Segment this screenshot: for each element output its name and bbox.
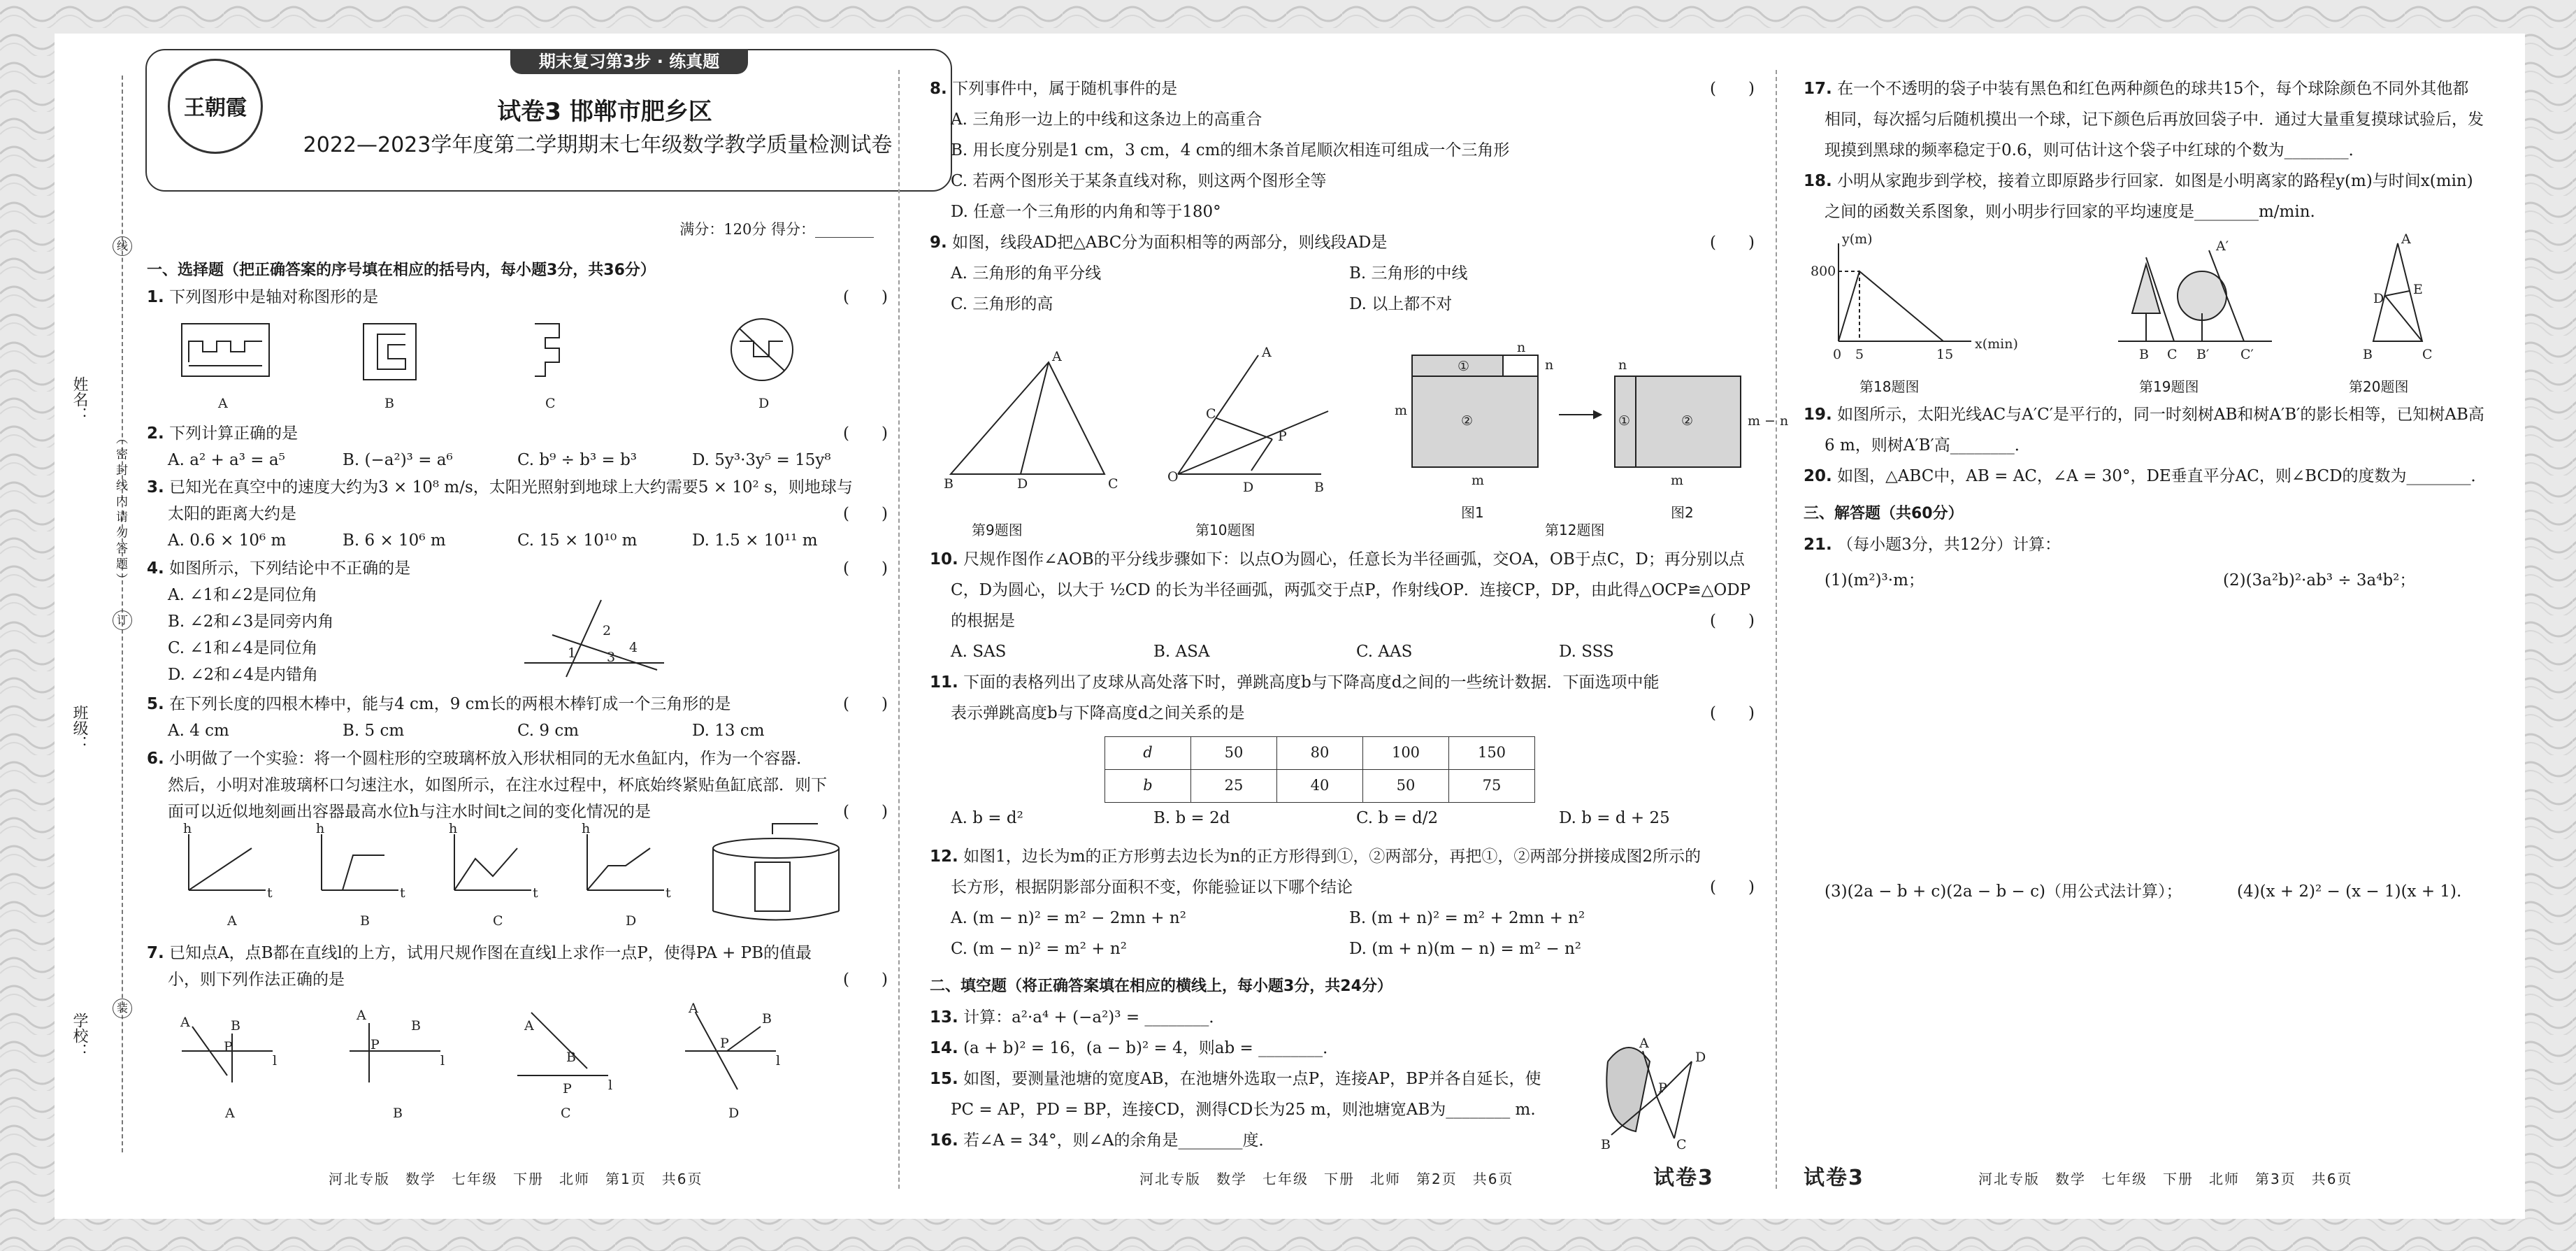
binding-class-label: 班级： xyxy=(71,705,88,751)
svg-text:4: 4 xyxy=(629,640,638,655)
graph18-ylabel: y(m) xyxy=(1842,231,1873,247)
q10-option-c[interactable]: C. AAS xyxy=(1356,643,1413,661)
svg-text:m − n: m − n xyxy=(1748,413,1789,429)
svg-text:l: l xyxy=(608,1078,613,1093)
page-1 xyxy=(147,34,902,1219)
question-13 xyxy=(930,1006,1769,1030)
q18-text: 小明从家跑步到学校，接着立即原路步行回家．如图是小明离家的路程y(m)与时间x(min) xyxy=(1837,172,2473,190)
q10-text2: C，D为圆心，以大于 ½CD 的长为半径画弧，两弧交于点P，作射线OP．连接CP，DP，由此得△OCP≌△ODP xyxy=(951,581,1751,599)
binding-name-label: 姓名： xyxy=(71,376,88,422)
svg-text:B: B xyxy=(231,1018,240,1034)
q7-number: 7. xyxy=(147,944,164,962)
q5-option-b[interactable]: B. 5 cm xyxy=(343,722,405,740)
q4-answer-paren[interactable]: ( ) xyxy=(843,559,888,578)
graph18-xtick-0: 0 xyxy=(1833,347,1842,362)
svg-text:A: A xyxy=(689,1001,698,1016)
q7-text2: 小，则下列作法正确的是 xyxy=(168,971,345,989)
section-1-title: 一、选择题（把正确答案的序号填在相应的括号内，每小题3分，共36分） xyxy=(147,262,656,279)
q8-answer-paren[interactable]: ( ) xyxy=(1710,80,1755,98)
question-21 xyxy=(1804,533,2510,557)
q4-number: 4. xyxy=(147,559,164,578)
svg-text:m: m xyxy=(1472,473,1485,488)
q6-text2: 然后，小明对准玻璃杯口匀速注水，如图所示，在注水过程中，杯底始终紧贴鱼缸底部．则下 xyxy=(168,776,827,794)
question-6 xyxy=(147,747,902,771)
q7-figures xyxy=(175,999,874,1124)
binding-seal-order: 订 xyxy=(113,610,132,630)
q5-option-c[interactable]: C. 9 cm xyxy=(517,722,580,740)
question-15 xyxy=(930,1067,1629,1092)
q9-option-a[interactable]: A. 三角形的角平分线 xyxy=(951,264,1102,283)
svg-text:A: A xyxy=(1639,1036,1649,1051)
question-4 xyxy=(147,557,902,581)
svg-text:C′: C′ xyxy=(2240,347,2254,362)
svg-text:C: C xyxy=(1676,1137,1687,1152)
fig19-caption: 第19题图 xyxy=(2139,378,2199,395)
fig12-caption: 第12题图 xyxy=(1545,522,1605,538)
svg-text:B: B xyxy=(2139,347,2149,362)
q15-number: 15. xyxy=(930,1070,958,1088)
svg-text:m: m xyxy=(1395,403,1408,418)
q6-text3: 面可以近似地刻画出容器最高水位h与注水时间t之间的变化情况的是 xyxy=(168,803,652,821)
svg-text:t: t xyxy=(400,885,405,901)
table-cell: 25 xyxy=(1191,770,1277,803)
q11-option-a[interactable]: A. b = d² xyxy=(951,809,1023,827)
svg-text:C: C xyxy=(2167,347,2178,362)
svg-text:B: B xyxy=(944,476,954,492)
svg-text:t: t xyxy=(267,885,273,901)
divider-2 xyxy=(1776,70,1777,1189)
svg-text:P: P xyxy=(720,1036,729,1051)
q9-option-c[interactable]: C. 三角形的高 xyxy=(951,295,1053,313)
question-20 xyxy=(1804,464,2510,489)
svg-text:B: B xyxy=(2363,347,2373,362)
q2-number: 2. xyxy=(147,424,164,443)
question-1 xyxy=(147,285,902,310)
svg-text:B: B xyxy=(1601,1137,1611,1152)
fig12 xyxy=(1395,340,1788,488)
svg-text:n: n xyxy=(1517,340,1526,355)
q10-option-d[interactable]: D. SSS xyxy=(1559,643,1614,661)
q3-text: 已知光在真空中的速度大约为3 × 10⁸ m/s，太阳光照射到地球上大约需要5 × 10² s，则地球与 xyxy=(169,478,853,496)
table-cell: 40 xyxy=(1277,770,1363,803)
q2-text: 下列计算正确的是 xyxy=(169,424,298,443)
footer-page-3: 河北专版 数学 七年级 下册 北师 第3页 共6页 xyxy=(1978,1171,2353,1187)
q13-text[interactable]: 计算：a²·a⁴ + (−a²)³ = ________． xyxy=(963,1008,1225,1027)
q7-option-b[interactable]: B xyxy=(393,1106,403,1121)
fig-20 xyxy=(2363,231,2433,362)
q8-option-a[interactable]: A. 三角形一边上的中线和这条边上的高重合 xyxy=(951,110,1262,129)
q11-text2: 表示弹跳高度b与下降高度d之间关系的是 xyxy=(951,704,1245,722)
svg-text:A: A xyxy=(524,1018,534,1034)
q6-option-c[interactable]: C xyxy=(493,913,503,929)
q7-text: 已知点A，点B都在直线l的上方，试用尺规作图在直线l上求作一点P，使得PA + PB的值最 xyxy=(169,944,812,962)
q2-option-a[interactable]: A. a² + a³ = a⁵ xyxy=(168,451,285,469)
q11-option-b[interactable]: B. b = 2d xyxy=(1153,809,1230,827)
svg-text:n: n xyxy=(1618,357,1627,373)
q16-text[interactable]: 若∠A = 34°，则∠A的余角是________度． xyxy=(963,1131,1275,1150)
q20-text[interactable]: 如图，△ABC中，AB = AC，∠A = 30°，DE垂直平分AC，则∠BCD的度数为________． xyxy=(1837,467,2487,485)
q7-line2 xyxy=(147,968,902,992)
q21-number: 21. xyxy=(1804,536,1832,554)
q9-option-d[interactable]: D. 以上都不对 xyxy=(1349,295,1453,313)
q17-text: 在一个不透明的袋子中装有黑色和红色两种颜色的球共15个，每个球除颜色不同外其他都 xyxy=(1837,80,2469,98)
svg-text:②: ② xyxy=(1681,413,1694,429)
q10-option-b[interactable]: B. ASA xyxy=(1153,643,1210,661)
q9-number: 9. xyxy=(930,234,947,252)
page-2 xyxy=(930,34,1789,1219)
q6-option-d[interactable]: D xyxy=(626,913,637,929)
q10-text3: 的根据是 xyxy=(951,612,1015,630)
svg-text:B: B xyxy=(762,1011,772,1027)
q9-answer-paren[interactable]: ( ) xyxy=(1710,234,1755,252)
q5-option-a[interactable]: A. 4 cm xyxy=(168,722,229,740)
q3-option-c[interactable]: C. 15 × 10¹⁰ m xyxy=(517,531,638,550)
svg-text:h: h xyxy=(449,821,458,836)
score-line: 满分：120分 得分：________ xyxy=(679,221,874,238)
q21-part-3[interactable]: (3)(2a − b + c)(2a − b − c)（用公式法计算）； xyxy=(1825,882,2182,901)
svg-text:1: 1 xyxy=(568,645,577,661)
question-7 xyxy=(147,941,902,966)
q13-number: 13. xyxy=(930,1008,958,1027)
table-cell: 100 xyxy=(1363,737,1449,770)
svg-text:h: h xyxy=(183,821,192,836)
question-11 xyxy=(930,671,1769,695)
svg-text:A: A xyxy=(1052,349,1062,364)
q15-text: 如图，要测量池塘的宽度AB，在池塘外选取一点P，连接AP，BP并各自延长，使 xyxy=(963,1070,1541,1088)
q6-text: 小明做了一个实验：将一个圆柱形的空玻璃杯放入形状相同的无水鱼缸内，作为一个容器． xyxy=(169,750,813,768)
svg-text:h: h xyxy=(316,821,325,836)
q6-number: 6. xyxy=(147,750,164,768)
svg-text:B: B xyxy=(566,1050,576,1065)
q5-text: 在下列长度的四根木棒中，能与4 cm，9 cm长的两根木棒钉成一个三角形的是 xyxy=(169,695,731,713)
svg-text:C: C xyxy=(2422,347,2433,362)
svg-text:2: 2 xyxy=(603,623,612,638)
question-9 xyxy=(930,231,1769,255)
q2-option-b[interactable]: B. (−a²)³ = a⁶ xyxy=(343,451,453,469)
q5-answer-paren[interactable]: ( ) xyxy=(843,695,888,713)
question-18 xyxy=(1804,169,2510,194)
question-5 xyxy=(147,692,902,717)
svg-text:h: h xyxy=(582,821,591,836)
svg-text:C: C xyxy=(1206,406,1216,422)
graph18-xlabel: x(min) xyxy=(1975,336,2018,352)
svg-text:3: 3 xyxy=(607,650,616,665)
q19-number: 19. xyxy=(1804,406,1832,424)
q12-number: 12. xyxy=(930,848,958,866)
table-cell: 75 xyxy=(1449,770,1535,803)
q4-option-a[interactable]: A. ∠1和∠2是同位角 xyxy=(168,586,318,604)
fig18-caption: 第18题图 xyxy=(1859,378,1920,395)
fig9 xyxy=(944,349,1118,492)
svg-text:D: D xyxy=(1243,480,1254,495)
q18-number: 18. xyxy=(1804,172,1832,190)
question-8 xyxy=(930,77,1769,101)
q4-option-d[interactable]: D. ∠2和∠4是内错角 xyxy=(168,666,319,684)
svg-text:B: B xyxy=(1314,480,1324,495)
q3-text2: 太阳的距离大约是 xyxy=(168,505,296,523)
q12-text2: 长方形，根据阴影部分面积不变，你能验证以下哪个结论 xyxy=(951,878,1353,896)
table-cell: b xyxy=(1105,770,1191,803)
q15-text2[interactable]: PC = AP，PD = BP，连接CD，测得CD长为25 m，则池塘宽AB为________ m. xyxy=(951,1101,1536,1119)
svg-text:P: P xyxy=(1278,429,1287,444)
q3-line2 xyxy=(147,502,902,527)
q3-option-a[interactable]: A. 0.6 × 10⁶ m xyxy=(168,531,287,550)
svg-text:D: D xyxy=(2373,291,2384,306)
q1-text: 下列图形中是轴对称图形的是 xyxy=(169,288,379,306)
section-3-title: 三、解答题（共60分） xyxy=(1804,505,1964,522)
svg-text:t: t xyxy=(533,885,538,901)
q18-text2[interactable]: 之间的函数关系图象，则小明步行回家的平均速度是________m/min. xyxy=(1825,203,2315,221)
svg-text:t: t xyxy=(665,885,671,901)
footer-page-1: 河北专版 数学 七年级 下册 北师 第1页 共6页 xyxy=(329,1171,703,1187)
q14-text[interactable]: (a + b)² = 16，(a − b)² = 4，则ab = ________． xyxy=(963,1039,1339,1057)
q3-option-d[interactable]: D. 1.5 × 10¹¹ m xyxy=(692,531,818,550)
svg-text:P: P xyxy=(563,1081,572,1096)
q4-option-b[interactable]: B. ∠2和∠3是同旁内角 xyxy=(168,613,334,631)
svg-text:m: m xyxy=(1671,473,1684,488)
svg-text:①: ① xyxy=(1618,413,1631,429)
question-17 xyxy=(1804,77,2510,101)
fig20-caption: 第20题图 xyxy=(2349,378,2409,395)
graph18-xtick-2: 15 xyxy=(1936,347,1954,362)
svg-text:D: D xyxy=(1695,1050,1706,1065)
q4-figure xyxy=(524,593,678,684)
footer-badge-3: 试卷3 xyxy=(1804,1166,1864,1190)
q6-graphs xyxy=(175,821,874,939)
q21-part-1[interactable]: (1)(m²)³·m； xyxy=(1825,571,1924,589)
q10-line3 xyxy=(930,609,1769,634)
table-cell: 80 xyxy=(1277,737,1363,770)
q6-line3 xyxy=(147,800,902,824)
q5-option-d[interactable]: D. 13 cm xyxy=(692,722,765,740)
q12-option-c[interactable]: C. (m − n)² = m² + n² xyxy=(951,940,1127,958)
q1-option-b[interactable]: B xyxy=(384,396,394,411)
q3-option-b[interactable]: B. 6 × 10⁶ m xyxy=(343,531,446,550)
question-10 xyxy=(930,548,1769,572)
svg-text:B′: B′ xyxy=(2196,347,2210,362)
q12-option-b[interactable]: B. (m + n)² = m² + 2mn + n² xyxy=(1349,909,1585,927)
q21-part-4[interactable]: (4)(x + 2)² − (x − 1)(x + 1). xyxy=(2237,882,2462,901)
q3-number: 3. xyxy=(147,478,164,496)
table-cell: 50 xyxy=(1363,770,1449,803)
q6-answer-paren[interactable]: ( ) xyxy=(843,803,888,821)
page-3 xyxy=(1804,34,2510,1219)
svg-text:C: C xyxy=(1108,476,1118,492)
q7-option-c[interactable]: C xyxy=(561,1106,571,1121)
figures-18-19-20 xyxy=(1811,231,2510,376)
q8-number: 8. xyxy=(930,80,947,98)
question-19 xyxy=(1804,403,2510,427)
q9-text: 如图，线段AD把△ABC分为面积相等的两部分，则线段AD是 xyxy=(952,234,1388,252)
q12-option-a[interactable]: A. (m − n)² = m² − 2mn + n² xyxy=(951,909,1186,927)
q11-option-c[interactable]: C. b = d/2 xyxy=(1356,809,1439,827)
q2-option-d[interactable]: D. 5y³·3y⁵ = 15y⁸ xyxy=(692,451,831,469)
section-2-title: 二、填空题（将正确答案填在相应的横线上，每小题3分，共24分） xyxy=(930,978,1393,995)
q6-option-a[interactable]: A xyxy=(227,913,237,929)
q3-answer-paren[interactable]: ( ) xyxy=(843,505,888,523)
exam-title: 试卷3 邯郸市肥乡区 xyxy=(497,98,712,126)
q10-number: 10. xyxy=(930,550,958,569)
svg-text:A: A xyxy=(2401,231,2411,247)
q15-figure xyxy=(1587,1034,1727,1152)
q12-line2 xyxy=(930,875,1769,900)
figures-9-10-12 xyxy=(944,340,1789,537)
table-cell: 150 xyxy=(1449,737,1535,770)
q17-text3[interactable]: 现摸到黑球的频率稳定于0.6，则可估计这个袋子中红球的个数为________． xyxy=(1825,141,2365,159)
q2-answer-paren[interactable]: ( ) xyxy=(843,424,888,443)
binding-school-label: 学校： xyxy=(71,1013,88,1059)
binding-seal-line: 线 xyxy=(113,236,132,256)
question-12 xyxy=(930,845,1769,869)
svg-text:E: E xyxy=(2413,282,2423,297)
logo-text: 王朝霞 xyxy=(184,96,247,120)
q4-text: 如图所示，下列结论中不正确的是 xyxy=(169,559,411,578)
fig-19 xyxy=(2118,238,2272,362)
q7-option-d[interactable]: D xyxy=(728,1106,740,1121)
q20-number: 20. xyxy=(1804,467,1832,485)
svg-text:①: ① xyxy=(1458,359,1470,374)
footer-badge-2: 试卷3 xyxy=(1653,1166,1714,1190)
header-tag: 期末复习第3步 · 练真题 xyxy=(510,49,748,74)
q8-option-c[interactable]: C. 若两个图形关于某条直线对称，则这两个图形全等 xyxy=(951,172,1327,190)
q10-text: 尺规作图作∠AOB的平分线步骤如下：以点O为圆心，任意长为半径画弧，交OA，OB于点C，D；再分别以点 xyxy=(963,550,1745,569)
q8-option-b[interactable]: B. 用长度分别是1 cm，3 cm，4 cm的细木条首尾顺次相连可组成一个三角形 xyxy=(951,141,1510,159)
q19-text: 如图所示，太阳光线AC与A′C′是平行的，同一时刻树AB和树A′B′的影长相等，已知树AB高 xyxy=(1837,406,2484,424)
q11-data-table xyxy=(1104,736,1535,803)
q6-option-b[interactable]: B xyxy=(360,913,370,929)
q1-number: 1. xyxy=(147,288,164,306)
fig10-caption: 第10题图 xyxy=(1195,522,1255,538)
q10-option-a[interactable]: A. SAS xyxy=(951,643,1007,661)
svg-text:l: l xyxy=(440,1053,445,1068)
table-cell: d xyxy=(1105,737,1191,770)
q19-text2[interactable]: 6 m，则树A′B′高________． xyxy=(1825,436,2031,455)
divider-1 xyxy=(898,70,900,1189)
q8-text: 下列事件中，属于随机事件的是 xyxy=(952,80,1178,98)
svg-text:A: A xyxy=(180,1015,190,1030)
exam-subtitle: 2022—2023学年度第二学期期末七年级数学教学质量检测试卷 xyxy=(303,133,893,157)
svg-text:P: P xyxy=(370,1037,380,1052)
binding-note: （ 密 封 线 内 请 勿 答 题 ） xyxy=(113,432,127,585)
q12-answer-paren[interactable]: ( ) xyxy=(1710,878,1755,896)
q1-option-c[interactable]: C xyxy=(545,396,556,411)
graph18-xtick-1: 5 xyxy=(1855,347,1864,362)
svg-text:A: A xyxy=(1262,345,1272,360)
q12-option-d[interactable]: D. (m + n)(m − n) = m² − n² xyxy=(1349,940,1582,958)
fig10 xyxy=(1167,345,1328,495)
table-row xyxy=(1105,770,1535,803)
svg-text:n: n xyxy=(1545,357,1554,373)
fig12-caption-2: 图2 xyxy=(1671,504,1694,521)
q2-option-c[interactable]: C. b⁹ ÷ b³ = b³ xyxy=(517,451,638,469)
q4-option-c[interactable]: C. ∠1和∠4是同位角 xyxy=(168,639,318,657)
graph-18 xyxy=(1811,231,2018,362)
q9-option-b[interactable]: B. 三角形的中线 xyxy=(1349,264,1468,283)
svg-text:O: O xyxy=(1167,469,1179,485)
svg-text:②: ② xyxy=(1461,413,1474,429)
q7-option-a[interactable]: A xyxy=(225,1106,235,1121)
binding-seal-bind: 装 xyxy=(113,999,132,1018)
q11-number: 11. xyxy=(930,673,958,692)
q11-line2 xyxy=(930,701,1769,726)
svg-text:l: l xyxy=(273,1053,278,1068)
fig9-caption: 第9题图 xyxy=(972,522,1023,538)
q12-text: 如图1，边长为m的正方形剪去边长为n的正方形得到①，②两部分，再把①，②两部分拼接成图2所示的 xyxy=(963,848,1701,866)
q17-text2: 相同，每次摇匀后随机摸出一个球，记下颜色后再放回袋子中．通过大量重复摸球试验后，发 xyxy=(1825,110,2484,129)
q5-number: 5. xyxy=(147,695,164,713)
q7-answer-paren[interactable]: ( ) xyxy=(843,971,888,989)
q17-number: 17. xyxy=(1804,80,1832,98)
q21-part-2[interactable]: (2)(3a²b)²·ab³ ÷ 3a⁴b²； xyxy=(2223,571,2416,589)
svg-text:D: D xyxy=(1017,476,1028,492)
table-cell: 50 xyxy=(1191,737,1277,770)
q1-option-a[interactable]: A xyxy=(218,396,228,411)
q1-option-d[interactable]: D xyxy=(758,396,770,411)
svg-text:A: A xyxy=(357,1008,366,1023)
svg-text:B: B xyxy=(411,1018,421,1034)
q16-number: 16. xyxy=(930,1131,958,1150)
q1-figures xyxy=(175,320,874,425)
question-2 xyxy=(147,422,902,446)
q10-answer-paren[interactable]: ( ) xyxy=(1710,612,1755,630)
q11-answer-paren[interactable]: ( ) xyxy=(1710,704,1755,722)
footer-page-2: 河北专版 数学 七年级 下册 北师 第2页 共6页 xyxy=(1139,1171,1514,1187)
graph18-ytick: 800 xyxy=(1811,264,1836,279)
svg-text:l: l xyxy=(776,1053,781,1068)
q11-option-d[interactable]: D. b = d + 25 xyxy=(1559,809,1670,827)
svg-text:P: P xyxy=(224,1039,233,1055)
q14-number: 14. xyxy=(930,1039,958,1057)
q11-text: 下面的表格列出了皮球从高处落下时，弹跳高度b与下降高度d之间的一些统计数据．下面选项中能 xyxy=(963,673,1660,692)
svg-text:A′: A′ xyxy=(2216,238,2229,254)
fig12-caption-1: 图1 xyxy=(1461,504,1484,521)
question-3 xyxy=(147,476,902,500)
svg-text:P: P xyxy=(1658,1080,1667,1096)
q1-answer-paren[interactable]: ( ) xyxy=(843,288,888,306)
table-row xyxy=(1105,737,1535,770)
q8-option-d[interactable]: D. 任意一个三角形的内角和等于180° xyxy=(951,203,1221,221)
q21-text: （每小题3分，共12分）计算： xyxy=(1837,536,2061,554)
